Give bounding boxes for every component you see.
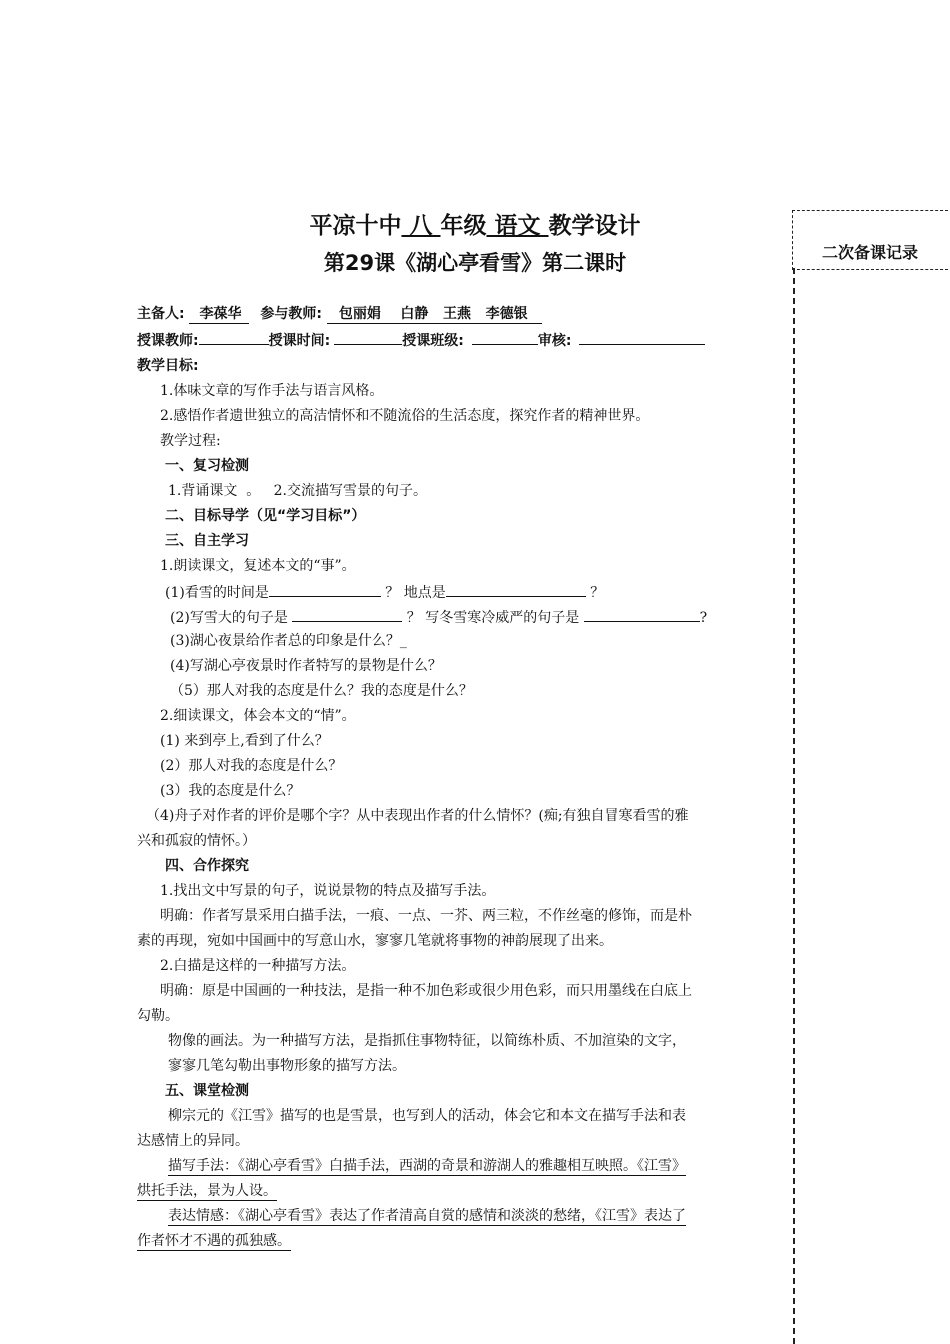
- section-4-item-1: 1.找出文中写景的句子，说说景物的特点及描写手法。: [160, 883, 496, 899]
- section-5-answer-emotion-b: 作者怀才不遇的孤独感。: [137, 1233, 291, 1249]
- secondary-prep-divider: [793, 268, 795, 1344]
- school-name: 平凉十中: [309, 213, 402, 239]
- answer-blank: [292, 607, 402, 622]
- answer-blank: [269, 582, 381, 597]
- reflect-3: (3）我的态度是什么？: [160, 783, 301, 799]
- question-4: (4)写湖心亭夜景时作者特写的景物是什么？: [170, 658, 442, 674]
- section-3-heading: 三、自主学习: [165, 533, 249, 549]
- lead-value: 李葆华: [189, 303, 249, 324]
- lesson-title: 第29课《湖心亭看雪》第二课时: [323, 251, 627, 275]
- goals-heading: 教学目标:: [137, 358, 199, 374]
- reflect-1: (1) 来到亭上,看到了什么？: [160, 733, 329, 749]
- question-5: （5）那人对我的态度是什么？我的态度是什么？: [170, 683, 473, 699]
- review-label: 审核:: [537, 333, 572, 349]
- participants-value: 包丽娟 白静 王燕 李德银: [327, 303, 542, 324]
- section-5-answer-method-a: 描写手法：《湖心亭看雪》白描手法，西湖的奇景和游湖人的雅趣相互映照。《江雪》: [168, 1158, 686, 1174]
- section-1-item: 1.背诵课文 。 2.交流描写雪景的句子。: [168, 483, 427, 499]
- doc-type: 教学设计: [548, 213, 641, 239]
- class-field: [472, 330, 538, 345]
- goal-1: 1.体味文章的写作手法与语言风格。: [160, 383, 384, 399]
- section-4-answer-2c: 物像的画法。为一种描写方法，是指抓住事物特征，以简练朴质、不加渲染的文字，: [168, 1033, 686, 1049]
- section-2-heading: 二、目标导学（见“学习目标”）: [165, 508, 366, 524]
- section-4-heading: 四、合作探究: [165, 858, 249, 874]
- goal-2: 2.感悟作者遗世独立的高洁情怀和不随流俗的生活态度，探究作者的精神世界。: [160, 408, 650, 424]
- class-label: 授课班级:: [402, 333, 464, 349]
- section-5-prompt-a: 柳宗元的《江雪》描写的也是雪景，也写到人的活动，体会它和本文在描写手法和表: [168, 1108, 686, 1124]
- time-field: [334, 330, 402, 345]
- teacher-field: [199, 330, 269, 345]
- section-5-prompt-b: 达感情上的异同。: [137, 1133, 249, 1149]
- section-3-intro-2: 2.细读课文，体会本文的“情”。: [160, 708, 356, 724]
- lead-label: 主备人:: [137, 306, 185, 322]
- reflect-4-line-1: （4)舟子对作者的评价是哪个字？从中表现出作者的什么情怀？(痴;有独自冒寒看雪的雅: [146, 808, 689, 824]
- participants-label: 参与教师:: [260, 306, 322, 322]
- section-3-intro: 1.朗读课文，复述本文的“事”。: [160, 558, 356, 574]
- review-field: [579, 330, 705, 345]
- process-heading: 教学过程:: [160, 433, 221, 449]
- teacher-label: 授课教师:: [137, 333, 199, 349]
- meta-row-2: [137, 330, 705, 350]
- question-1: (1)看雪的时间是 ？ 地点是 ？: [165, 582, 604, 602]
- grade-value: 八: [409, 213, 433, 239]
- secondary-prep-label: 二次备课记录: [822, 243, 919, 262]
- question-3: (3)湖心夜景给作者总的印象是什么？_: [170, 633, 407, 649]
- grade-suffix: 年级: [440, 213, 487, 239]
- section-4-item-2: 2.白描是这样的一种描写方法。: [160, 958, 356, 974]
- reflect-4-line-2: 兴和孤寂的情怀。）: [137, 833, 256, 849]
- time-label: 授课时间:: [268, 333, 331, 349]
- section-5-heading: 五、课堂检测: [165, 1083, 249, 1099]
- section-4-answer-1a: 明确：作者写景采用白描手法，一痕、一点、一芥、两三粒，不作丝毫的修饰，而是朴: [160, 908, 692, 924]
- section-4-answer-1b: 素的再现，宛如中国画中的写意山水，寥寥几笔就将事物的神韵展现了出来。: [137, 933, 613, 949]
- meta-row-1: [137, 303, 542, 324]
- page-title: [0, 207, 950, 240]
- section-4-answer-2d: 寥寥几笔勾勒出事物形象的描写方法。: [168, 1058, 406, 1074]
- section-5-answer-method-b: 烘托手法，景为人设。: [137, 1183, 277, 1199]
- answer-blank: [584, 607, 700, 622]
- answer-blank: [446, 582, 586, 597]
- subject-value: 语文: [494, 213, 541, 239]
- section-5-answer-emotion-a: 表达情感：《湖心亭看雪》表达了作者清高自赏的感情和淡淡的愁绪，《江雪》表达了: [168, 1208, 686, 1224]
- section-1-heading: 一、复习检测: [165, 458, 249, 474]
- section-4-answer-2b: 勾勒。: [137, 1008, 179, 1024]
- reflect-2: (2）那人对我的态度是什么？: [160, 758, 343, 774]
- question-2: (2)写雪大的句子是 ？ 写冬雪寒冷威严的句子是 ?: [170, 607, 707, 627]
- section-4-answer-2a: 明确：原是中国画的一种技法，是指一种不加色彩或很少用色彩，而只用墨线在白底上: [160, 983, 692, 999]
